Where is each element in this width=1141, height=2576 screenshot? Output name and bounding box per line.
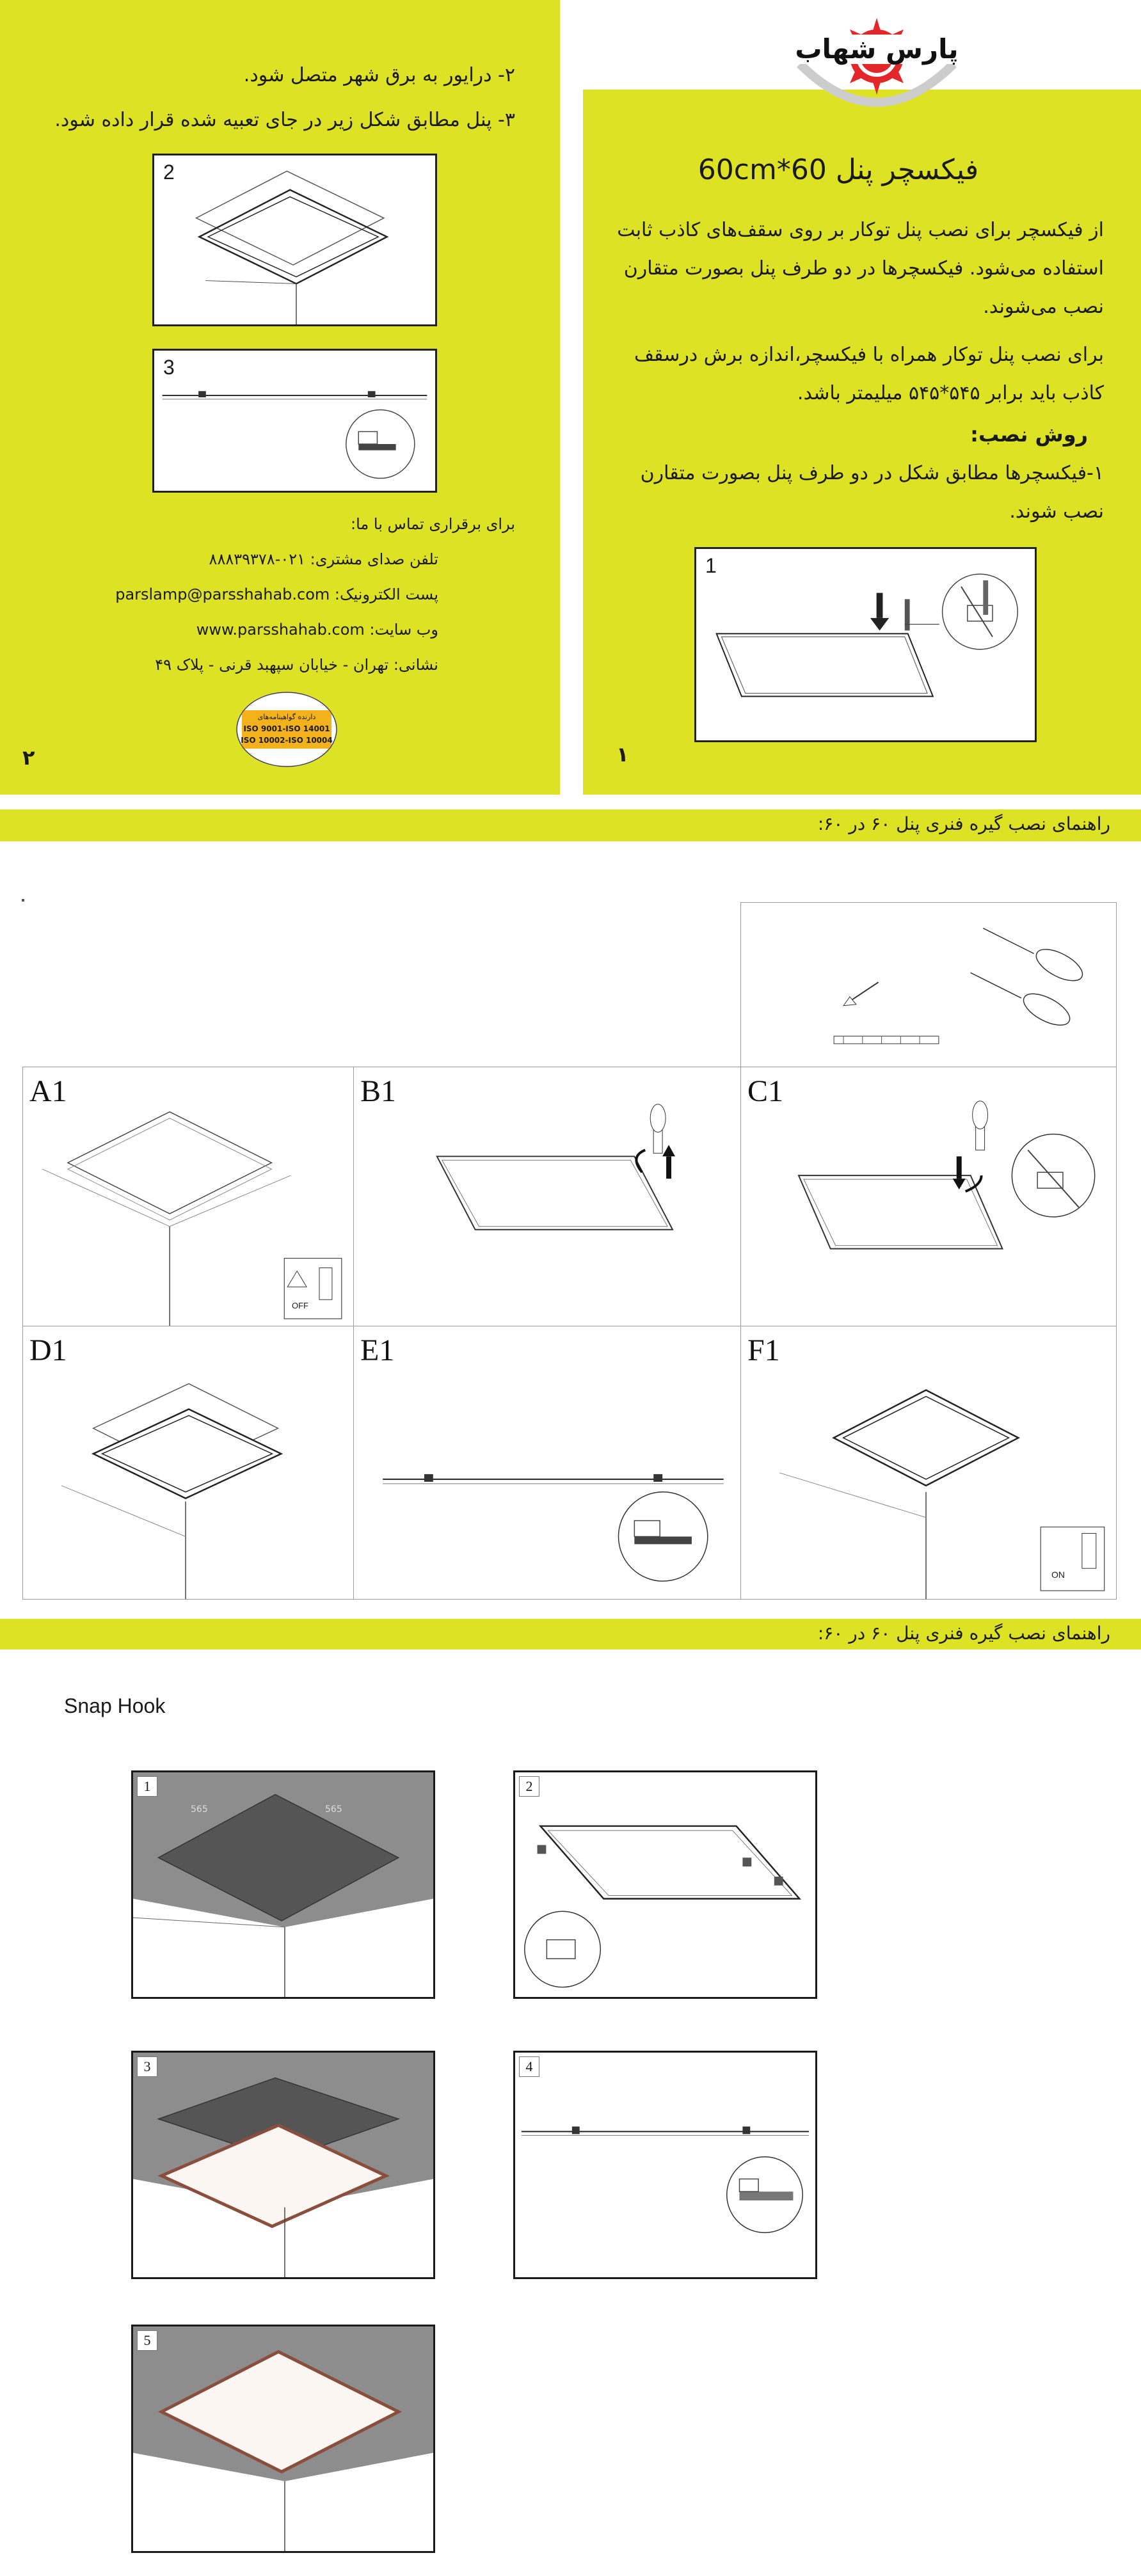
snap-figure-4 <box>513 2051 817 2279</box>
page-title: فیکسچر پنل 60*60cm <box>698 154 979 186</box>
step-cell-f1 <box>740 1326 1117 1600</box>
page-number-right: ۱ <box>616 742 629 767</box>
figure-3-number: 3 <box>163 356 175 379</box>
iso-line-1: دارنده گواهینامه‌های <box>257 713 316 721</box>
intro-paragraph: از فیکسچر برای نصب پنل توکار بر روی سقف‌های کاذب ثابت استفاده می‌شود. فیکسچرها در دو طرف پنل بصورت متقارن نصب می‌شوند. <box>617 219 1104 318</box>
snap-figure-1 <box>131 1770 435 1999</box>
step-cell-a1 <box>22 1067 354 1326</box>
iso-line-3: ISO 10002-ISO 10004 <box>241 736 333 745</box>
iso-badge <box>235 691 338 768</box>
figure-3 <box>152 349 437 493</box>
snap-figure-2-number: 2 <box>519 1776 539 1797</box>
step-cell-c1 <box>740 1067 1117 1326</box>
section-band-2 <box>0 1619 1141 1650</box>
dim-label-right: 565 <box>325 1804 342 1815</box>
snap-figure-3 <box>131 2051 435 2279</box>
brand-name: پارس شهاب <box>794 35 960 64</box>
snap-figure-1-number: 1 <box>137 1776 157 1797</box>
snap-figure-2 <box>513 1770 817 1999</box>
snap-figure-4-number: 4 <box>519 2056 539 2077</box>
off-label: OFF <box>292 1301 308 1310</box>
cut-size-paragraph: برای نصب پنل توکار همراه با فیکسچر،اندازه برش درسقف کاذب باید برابر ۵۴۵*۵۴۵ میلیمتر باشد. <box>634 344 1104 404</box>
grid-mark <box>22 899 24 902</box>
contact-phone: تلفن صدای مشتری: ۰۲۱-۸۸۸۳۹۳۷۸ <box>209 550 438 568</box>
cell-label-f1: F1 <box>747 1333 780 1367</box>
method-heading: روش نصب: <box>970 422 1088 447</box>
tools-cell <box>740 902 1117 1067</box>
figure-2-number: 2 <box>163 161 175 184</box>
section-band-1 <box>0 809 1141 841</box>
cell-label-d1: D1 <box>29 1333 67 1367</box>
snap-figure-5-number: 5 <box>137 2330 157 2351</box>
cell-label-b1: B1 <box>360 1074 397 1108</box>
on-label: ON <box>1051 1570 1065 1580</box>
snap-figure-3-number: 3 <box>137 2056 157 2077</box>
step-cell-e1 <box>353 1326 741 1600</box>
contact-heading: برای برقراری تماس با ما: <box>351 515 515 533</box>
step-1-text: ۱-فیکسچرها مطابق شکل در دو طرف پنل بصورت متقارن نصب شوند. <box>640 462 1104 523</box>
section-band-2-text: راهنمای نصب گیره فنری پنل ۶۰ در ۶۰: <box>817 1623 1110 1644</box>
figure-1 <box>694 547 1037 742</box>
brand-logo <box>755 0 998 122</box>
step-cell-d1 <box>22 1326 354 1600</box>
step-3-text: ۳- پنل مطابق شکل زیر در جای تعبیه شده قرار داده شود. <box>54 109 515 131</box>
figure-1-number: 1 <box>705 554 717 577</box>
figure-2 <box>152 154 437 326</box>
cell-label-c1: C1 <box>747 1074 784 1108</box>
snap-title: Snap Hook <box>64 1694 166 1717</box>
contact-address: نشانی: تهران - خیابان سپهبد قرنی - پلاک ۴۹ <box>155 656 438 674</box>
iso-line-2: ISO 9001-ISO 14001 <box>243 724 330 733</box>
page-number-left: ۲ <box>22 745 35 770</box>
step-cell-b1 <box>353 1067 741 1326</box>
dim-label-left: 565 <box>191 1804 208 1815</box>
step-2-text: ۲- درایور به برق شهر متصل شود. <box>243 64 515 86</box>
cell-label-e1: E1 <box>360 1333 395 1367</box>
snap-figure-5 <box>131 2325 435 2553</box>
cell-label-a1: A1 <box>29 1074 67 1108</box>
section-band-1-text: راهنمای نصب گیره فنری پنل ۶۰ در ۶۰: <box>817 813 1110 834</box>
contact-website: وب سایت: www.parsshahab.com <box>196 621 438 639</box>
contact-email: پست الکترونیک: parslamp@parsshahab.com <box>115 585 438 603</box>
